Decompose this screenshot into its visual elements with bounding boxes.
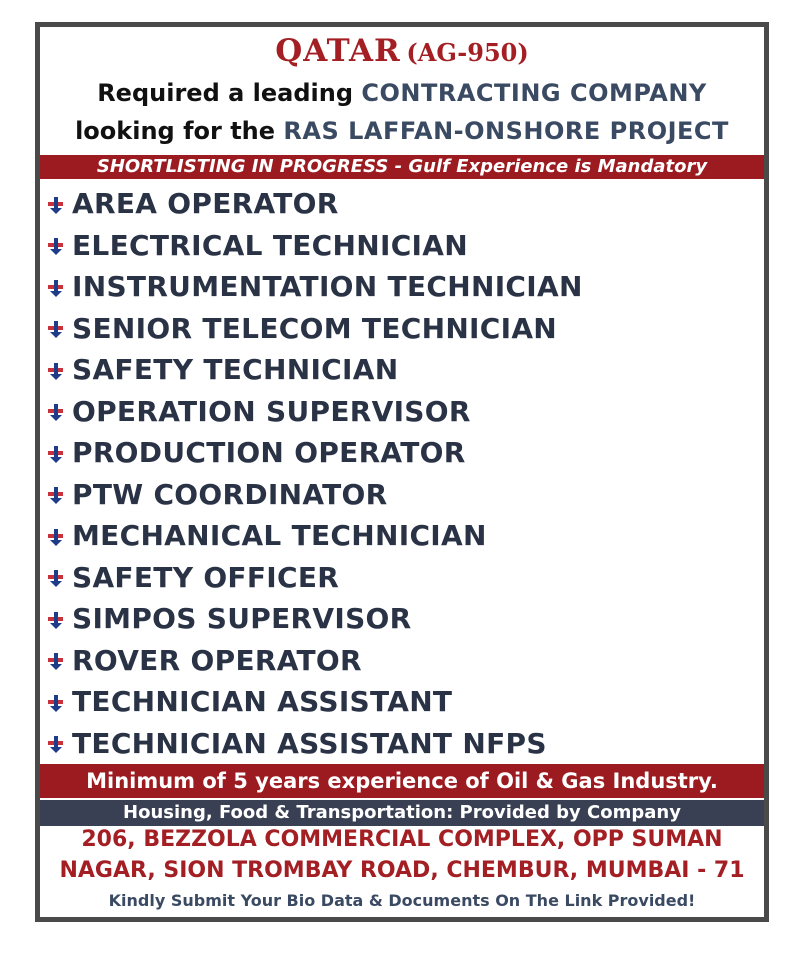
plus-arrow-bullet-icon — [46, 276, 68, 298]
plus-arrow-bullet-icon — [46, 359, 68, 381]
job-title: ELECTRICAL TECHNICIAN — [72, 228, 468, 262]
country-name: QATAR — [275, 33, 401, 69]
plus-arrow-bullet-icon — [46, 525, 68, 547]
plus-arrow-bullet-icon — [46, 732, 68, 754]
job-item — [46, 557, 758, 599]
job-item — [46, 349, 758, 391]
job-title: AREA OPERATOR — [72, 187, 339, 220]
shortlisting-banner: SHORTLISTING IN PROGRESS - Gulf Experience is Mandatory — [40, 155, 764, 179]
plus-arrow-bullet-icon — [46, 400, 68, 422]
job-title: SIMPOS SUPERVISOR — [72, 602, 412, 635]
company-line-prefix: Required a leading — [97, 79, 362, 107]
job-item — [46, 225, 758, 267]
plus-arrow-bullet-icon — [46, 608, 68, 630]
submit-note: Kindly Submit Your Bio Data & Documents On The Link Provided! — [108, 891, 696, 910]
advert-title — [40, 33, 764, 69]
job-item — [46, 598, 758, 640]
job-title: PRODUCTION OPERATOR — [72, 436, 466, 469]
project-line — [40, 117, 764, 145]
project-line-prefix: looking for the — [75, 117, 284, 145]
job-item — [46, 640, 758, 682]
job-item — [46, 723, 758, 765]
job-title: PTW COORDINATOR — [72, 477, 388, 511]
plus-arrow-bullet-icon — [46, 483, 68, 505]
plus-arrow-bullet-icon — [46, 317, 68, 339]
job-item — [46, 432, 758, 474]
benefits-banner: Housing, Food & Transportation: Provided by Company — [40, 800, 764, 826]
job-item — [46, 681, 758, 723]
plus-arrow-bullet-icon — [46, 193, 68, 215]
job-title: ROVER OPERATOR — [72, 643, 362, 677]
job-item — [46, 308, 758, 350]
plus-arrow-bullet-icon — [46, 691, 68, 713]
plus-arrow-bullet-icon — [46, 649, 68, 671]
job-title: MECHANICAL TECHNICIAN — [72, 519, 487, 552]
job-item — [46, 474, 758, 516]
job-item — [46, 391, 758, 433]
address-line-2: NAGAR, SION TROMBAY ROAD, CHEMBUR, MUMBAI - 71 — [59, 858, 745, 883]
plus-arrow-bullet-icon — [46, 234, 68, 256]
address-line-1: 206, BEZZOLA COMMERCIAL COMPLEX, OPP SUMAN — [81, 827, 723, 852]
job-list — [46, 183, 758, 764]
job-title: SAFETY OFFICER — [72, 560, 340, 594]
job-title: OPERATION SUPERVISOR — [72, 394, 471, 428]
plus-arrow-bullet-icon — [46, 442, 68, 464]
job-title: TECHNICIAN ASSISTANT — [72, 685, 453, 718]
job-title: INSTRUMENTATION TECHNICIAN — [72, 270, 583, 303]
job-title: SAFETY TECHNICIAN — [72, 353, 399, 386]
job-item — [46, 266, 758, 308]
plus-arrow-bullet-icon — [46, 566, 68, 588]
job-title: TECHNICIAN ASSISTANT NFPS — [72, 726, 547, 760]
company-type: CONTRACTING COMPANY — [361, 79, 707, 107]
company-line — [40, 79, 764, 107]
job-advert-frame — [35, 22, 769, 922]
job-item — [46, 515, 758, 557]
ad-code: (AG-950) — [406, 38, 529, 67]
job-title: SENIOR TELECOM TECHNICIAN — [72, 311, 558, 345]
project-name: RAS LAFFAN-ONSHORE PROJECT — [283, 117, 729, 145]
job-item — [46, 183, 758, 225]
experience-banner: Minimum of 5 years experience of Oil & Gas Industry. — [40, 764, 764, 798]
